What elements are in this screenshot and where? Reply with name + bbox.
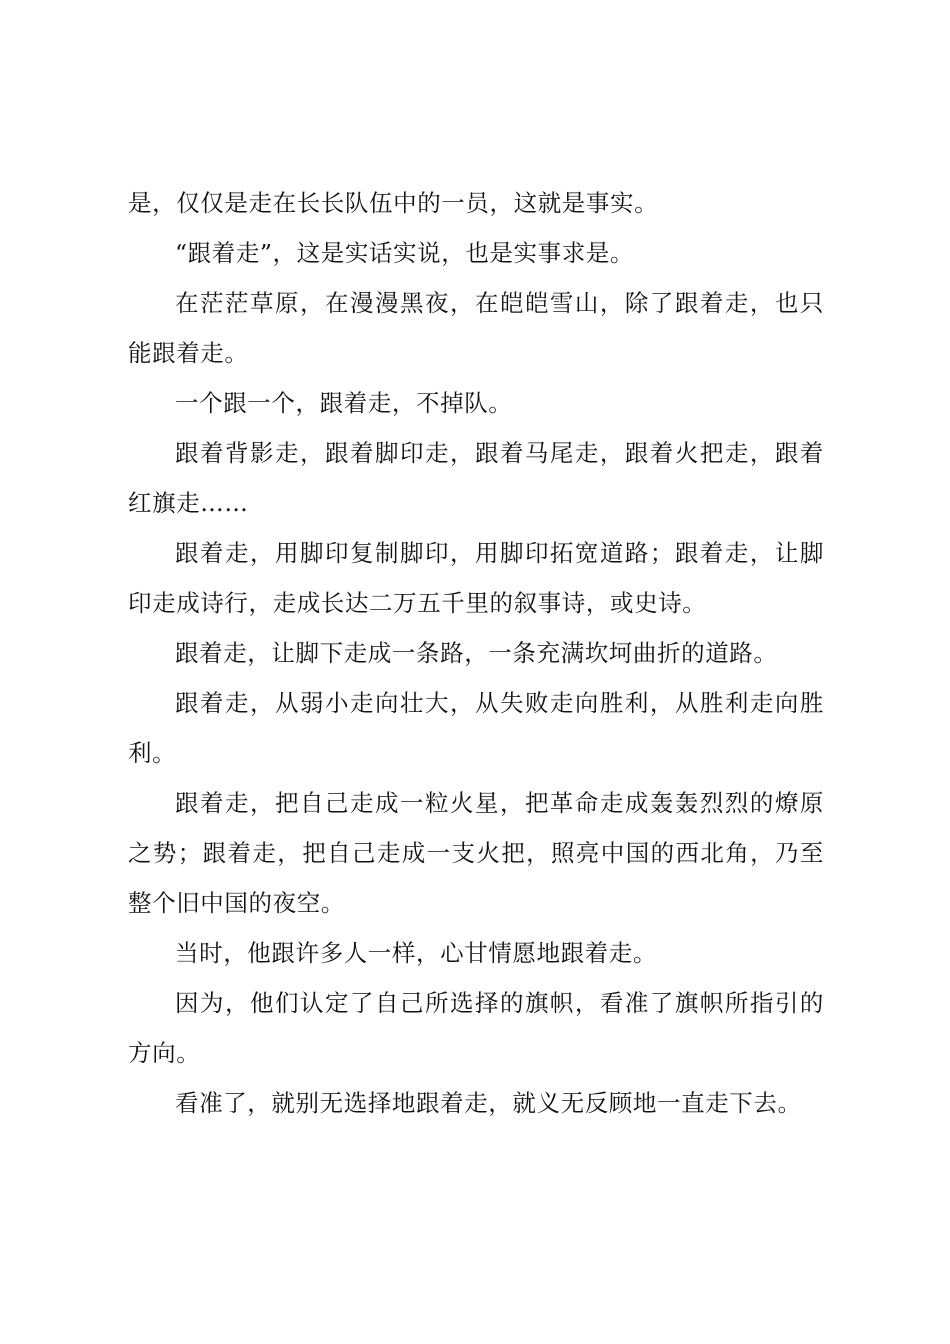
paragraph-4: 一个跟一个，跟着走，不掉队。	[175, 389, 513, 417]
paragraph-10: 当时，他跟许多人一样，心甘情愿地跟着走。	[175, 939, 657, 967]
paragraph-5: 跟着背影走，跟着脚印走，跟着马尾走，跟着火把走，跟着红旗走……	[128, 439, 824, 517]
body-text	[128, 178, 824, 1128]
paragraph-1: 是，仅仅是走在长长队伍中的一员，这就是事实。	[128, 189, 659, 217]
paragraph-2: “跟着走”，这是实话实说，也是实事求是。	[175, 239, 635, 267]
paragraph-8: 跟着走，从弱小走向壮大，从失败走向胜利，从胜利走向胜利。	[128, 689, 824, 767]
paragraph-12: 看准了，就别无选择地跟着走，就义无反顾地一直走下去。	[175, 1089, 802, 1117]
paragraph-11: 因为，他们认定了自己所选择的旗帜，看准了旗帜所指引的方向。	[128, 989, 824, 1067]
paragraph-3: 在茫茫草原，在漫漫黑夜，在皑皑雪山，除了跟着走，也只能跟着走。	[128, 289, 824, 367]
paragraph-7: 跟着走，让脚下走成一条路，一条充满坎坷曲折的道路。	[175, 639, 778, 667]
paragraph-9: 跟着走，把自己走成一粒火星，把革命走成轰轰烈烈的燎原之势；跟着走，把自己走成一支火把，照亮中国的西北角，乃至整个旧中国的夜空。	[128, 789, 824, 917]
paragraph-6: 跟着走，用脚印复制脚印，用脚印拓宽道路；跟着走，让脚印走成诗行，走成长达二万五千里的叙事诗，或史诗。	[128, 539, 824, 617]
